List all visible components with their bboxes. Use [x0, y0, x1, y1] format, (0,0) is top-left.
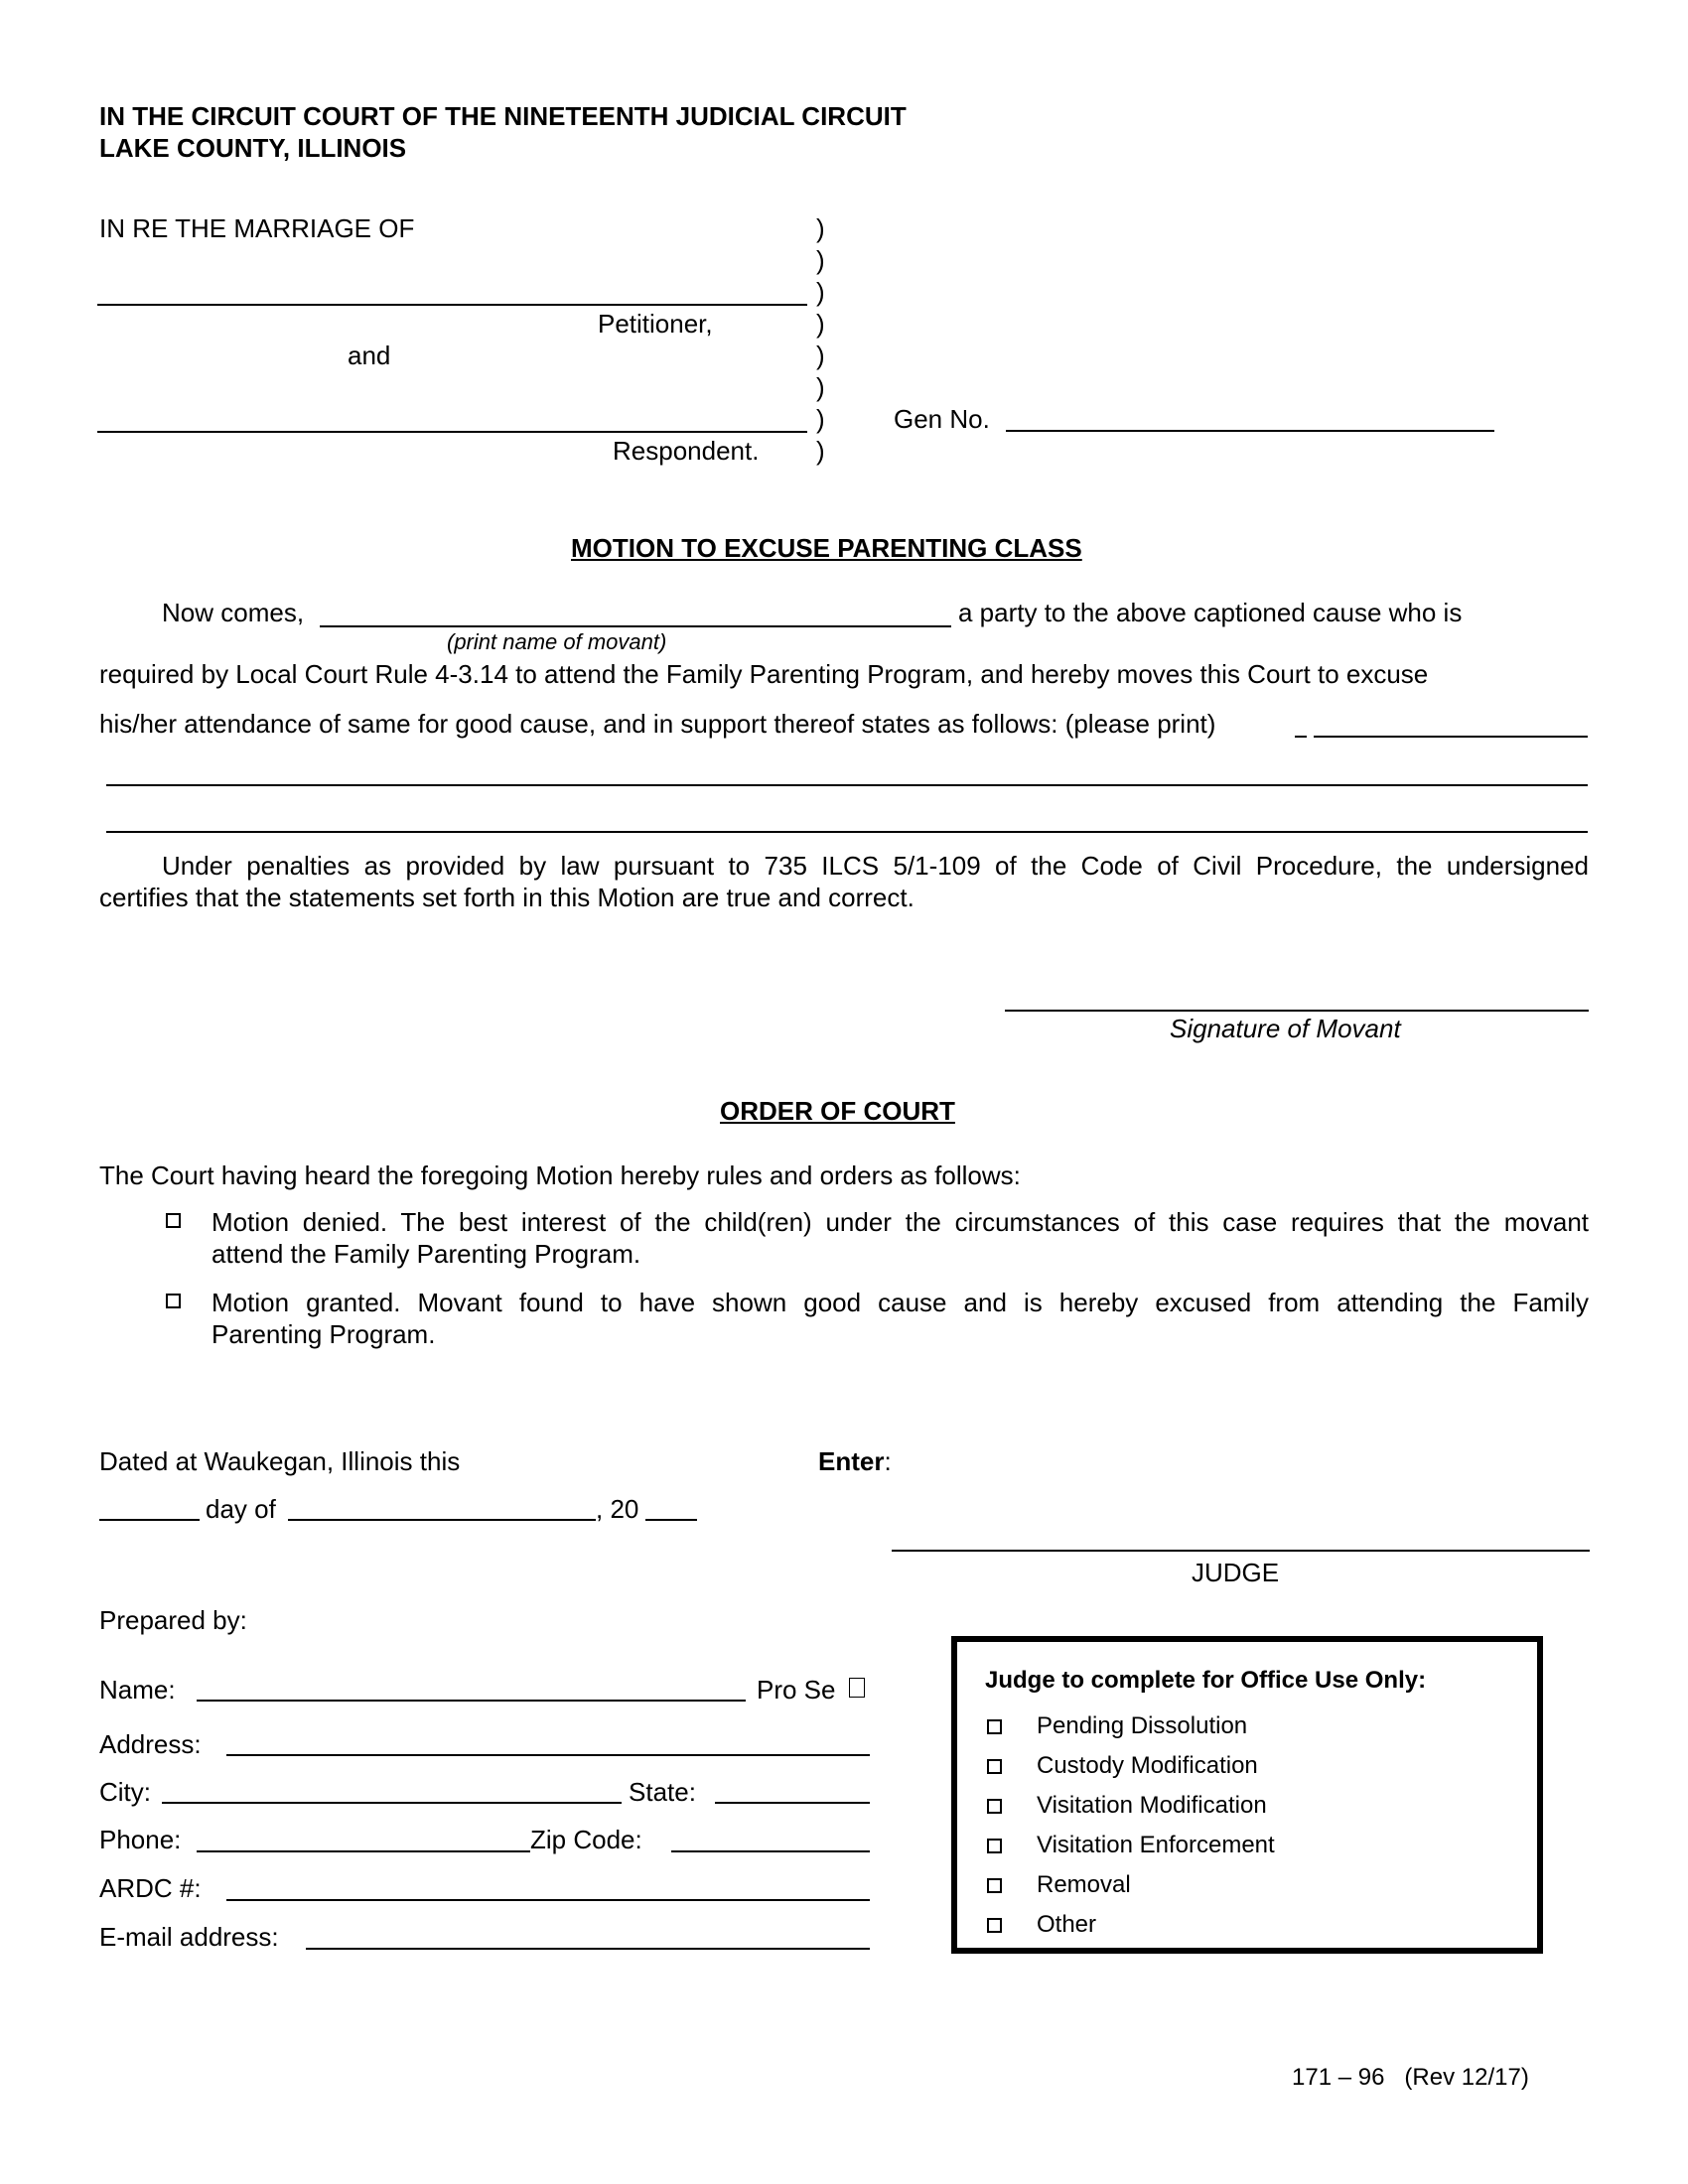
office-use-checkbox[interactable] [987, 1799, 1002, 1814]
enter-label [818, 1445, 892, 1477]
motion-granted-line1: Motion granted. Movant found to have shown good cause and is hereby excused from attending the Family [211, 1288, 1589, 1317]
caption-paren: ) [816, 213, 825, 243]
office-use-item: Custody Modification [1037, 1752, 1258, 1779]
office-use-checkbox[interactable] [987, 1878, 1002, 1893]
motion-body-line2: required by Local Court Rule 4-3.14 to attend the Family Parenting Program, and hereby moves this Court to excuse [99, 659, 1429, 689]
caption-paren: ) [816, 277, 825, 307]
office-use-box [951, 1636, 1543, 1954]
caption-paren: ) [816, 436, 825, 466]
state-line[interactable] [715, 1802, 870, 1804]
zip-code-line[interactable] [671, 1850, 870, 1852]
signature-label: Signature of Movant [1170, 1014, 1401, 1043]
form-number: 171 – 96 (Rev 12/17) [1292, 2064, 1529, 2091]
phone-label: Phone: [99, 1825, 182, 1854]
respondent-label: Respondent. [613, 436, 760, 466]
penalty-line2: certifies that the statements set forth in this Motion are true and correct. [99, 883, 914, 912]
zip-code-label: Zip Code: [530, 1825, 642, 1854]
motion-granted-line2: Parenting Program. [211, 1319, 436, 1349]
court-name-line1: IN THE CIRCUIT COURT OF THE NINETEENTH JUDICIAL CIRCUIT [99, 101, 907, 131]
court-name-line2: LAKE COUNTY, ILLINOIS [99, 133, 407, 163]
pro-se-label: Pro Se [757, 1675, 836, 1705]
reason-underscore [1295, 736, 1307, 738]
caption-paren: ) [816, 372, 825, 402]
reason-line-1[interactable] [1314, 736, 1588, 738]
ardc-label: ARDC #: [99, 1873, 202, 1903]
email-label: E-mail address: [99, 1922, 279, 1952]
day-line[interactable] [99, 1519, 200, 1521]
office-use-item: Other [1037, 1911, 1097, 1938]
day-of-label: day of [206, 1494, 276, 1524]
judge-label: JUDGE [1192, 1558, 1280, 1587]
respondent-name-line[interactable] [97, 431, 807, 433]
email-line[interactable] [306, 1948, 870, 1950]
city-label: City: [99, 1777, 151, 1807]
state-label: State: [629, 1777, 696, 1807]
office-use-checkbox[interactable] [987, 1839, 1002, 1853]
order-intro: The Court having heard the foregoing Motion hereby rules and orders as follows: [99, 1160, 1021, 1190]
gen-no-label: Gen No. [894, 404, 990, 434]
office-use-checkbox[interactable] [987, 1719, 1002, 1734]
print-name-hint: (print name of movant) [447, 629, 667, 654]
judge-signature-line[interactable] [892, 1550, 1590, 1552]
year-label: , 20 [596, 1494, 639, 1524]
motion-denied-line1: Motion denied. The best interest of the child(ren) under the circumstances of this case requires that the movant [211, 1207, 1589, 1237]
dated-at-label: Dated at Waukegan, Illinois this [99, 1446, 461, 1476]
movant-signature-line[interactable] [1005, 1010, 1589, 1012]
and-label: and [348, 341, 391, 370]
caption-paren: ) [816, 245, 825, 275]
phone-line[interactable] [197, 1850, 530, 1852]
enter-word: Enter [818, 1446, 885, 1476]
motion-granted-checkbox[interactable] [166, 1294, 181, 1308]
name-line[interactable] [197, 1700, 746, 1702]
city-line[interactable] [162, 1802, 622, 1804]
office-use-item: Pending Dissolution [1037, 1712, 1248, 1739]
address-line[interactable] [226, 1754, 870, 1756]
year-line[interactable] [645, 1519, 697, 1521]
caption-paren: ) [816, 404, 825, 434]
motion-body-line3: his/her attendance of same for good cause, and in support thereof states as follows: (please print) [99, 709, 1216, 739]
office-use-checkbox[interactable] [987, 1918, 1002, 1933]
enter-colon: : [884, 1446, 892, 1476]
reason-line-3[interactable] [106, 831, 1588, 833]
motion-denied-line2: attend the Family Parenting Program. [211, 1239, 641, 1269]
month-line[interactable] [288, 1519, 596, 1521]
gen-no-line[interactable] [1006, 430, 1494, 432]
address-label: Address: [99, 1729, 202, 1759]
motion-denied-checkbox[interactable] [166, 1213, 181, 1228]
reason-line-2[interactable] [106, 784, 1588, 786]
petitioner-label: Petitioner, [598, 309, 713, 339]
caption-paren: ) [816, 309, 825, 339]
movant-name-line[interactable] [320, 625, 951, 627]
office-use-item: Visitation Enforcement [1037, 1832, 1275, 1858]
now-comes-label: Now comes, [162, 598, 305, 627]
office-use-checkbox[interactable] [987, 1759, 1002, 1774]
prepared-by-label: Prepared by: [99, 1605, 247, 1635]
order-title: ORDER OF COURT [720, 1096, 955, 1126]
penalty-line1: Under penalties as provided by law pursuant to 735 ILCS 5/1-109 of the Code of Civil Procedure, the undersigned [162, 851, 1589, 881]
petitioner-name-line[interactable] [97, 304, 807, 306]
party-text: a party to the above captioned cause who is [958, 598, 1463, 627]
caption-paren: ) [816, 341, 825, 370]
pro-se-checkbox[interactable] [849, 1678, 865, 1698]
office-use-title: Judge to complete for Office Use Only: [985, 1667, 1427, 1694]
name-label: Name: [99, 1675, 176, 1705]
motion-title: MOTION TO EXCUSE PARENTING CLASS [571, 533, 1082, 563]
office-use-item: Visitation Modification [1037, 1792, 1267, 1819]
in-re-marriage-label: IN RE THE MARRIAGE OF [99, 213, 415, 243]
office-use-item: Removal [1037, 1871, 1131, 1898]
ardc-line[interactable] [226, 1899, 870, 1901]
